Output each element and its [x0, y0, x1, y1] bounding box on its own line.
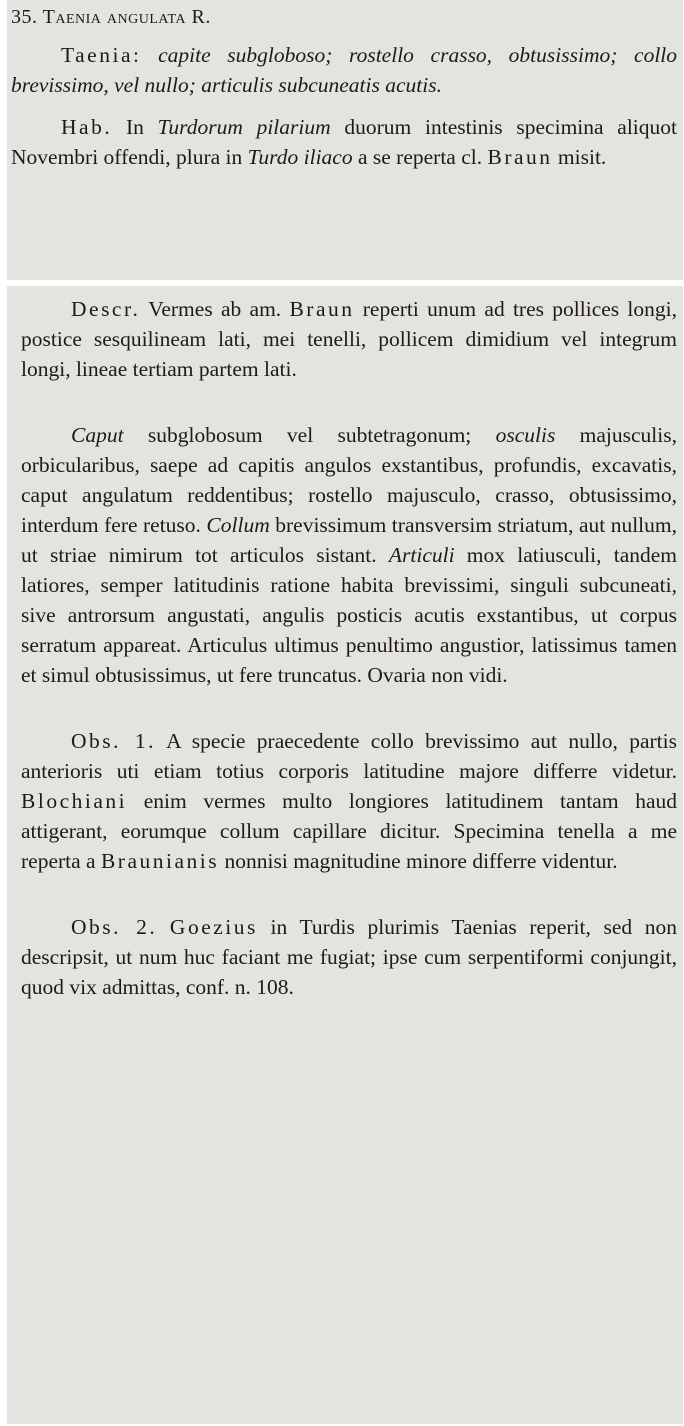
description-paragraph: [21, 294, 677, 384]
species-heading: [11, 2, 677, 32]
articuli-term: Articuli: [388, 543, 455, 567]
habitat-paragraph: [11, 112, 677, 172]
habitat-host-1: Turdorum pilarium: [157, 115, 331, 139]
obs2-author-name: Goezius: [169, 915, 258, 939]
page-section-bottom: [7, 286, 683, 1424]
obs1-paragraph: [21, 726, 677, 876]
obs1-name-1: Blochiani: [21, 789, 128, 813]
habitat-label: Hab.: [61, 115, 113, 139]
habitat-author-name: Braun: [487, 145, 553, 169]
caput-paragraph: [21, 420, 677, 690]
description-author-name: Braun: [289, 297, 355, 321]
species-number: 35.: [11, 6, 38, 28]
habitat-text-4: misit.: [552, 145, 607, 169]
habitat-text-1: In: [125, 115, 158, 139]
caput-text-4: mox latiusculi, tandem latiores, semper latitudinis ratione habita brevissimi, singuli subcuneati, sive antrorsum angustati, angulis posticis acutis exstantibus, ut corpus serratum appareat. Articulus ultimus penultimo angustior, latissimus tamen et simul obtusissimus, ut fere truncatus. Ovaria non vidi.: [21, 543, 678, 687]
collum-term: Collum: [206, 513, 270, 537]
diagnosis-text: capite subgloboso; rostello crasso, obtusissimo; collo brevissimo, vel nullo; articulis subcuneatis acutis.: [11, 43, 678, 97]
caput-term: Caput: [71, 423, 124, 447]
species-title: Taenia angulata R.: [42, 6, 211, 28]
habitat-text-3: a se reperta cl.: [352, 145, 488, 169]
obs1-text-3: nonnisi magnitudine minore differre videntur.: [219, 849, 618, 873]
habitat-host-2: Turdo iliaco: [247, 145, 353, 169]
obs1-name-2: Braunianis: [100, 849, 220, 873]
description-text-1: Vermes ab am.: [140, 297, 290, 321]
description-label: Descr.: [71, 297, 141, 321]
obs1-text-2: enim vermes multo longiores latitudinem tantam haud attigerant, eorumque collum capillare dicitur. Specimina tenella a me reperta a: [21, 789, 677, 873]
osculis-term: osculis: [495, 423, 556, 447]
caput-text-1: subglobosum vel subtetragonum;: [123, 423, 496, 447]
diagnosis-label: Taenia:: [61, 43, 142, 67]
habitat-text-2: duorum intestinis specimina aliquot Novembri offendi, plura in: [11, 115, 678, 169]
obs2-label: Obs. 2.: [71, 915, 158, 939]
obs1-text-1: A specie praecedente collo brevissimo aut nullo, partis anterioris uti etiam totius corporis latitudine majore differre videtur.: [21, 729, 677, 783]
diagnosis-paragraph: [11, 40, 677, 100]
page-section-top: [7, 0, 683, 280]
description-text-2: reperti unum ad tres pollices longi, postice sesquilineam lati, mei tenelli, pollicem dimidium vel integrum longi, lineae tertiam partem lati.: [21, 297, 677, 381]
caput-text-2: majusculis, orbicularibus, saepe ad capitis angulos exstantibus, profundis, excavatis, caput angulatum reddentibus; rostello majusculo, crasso, obtusissimo, interdum fere retuso.: [21, 423, 677, 537]
obs2-text: in Turdis plurimis Taenias reperit, sed non descripsit, ut num huc faciant me fugiat; ipse cum serpentiformi conjungit, quod vix admittas, conf. n. 108.: [21, 915, 678, 999]
caput-text-3: brevissimum transversim striatum, aut nullum, ut striae nimirum tot articulos sistant.: [21, 513, 677, 567]
obs1-label: Obs. 1.: [71, 729, 156, 753]
obs2-paragraph: [21, 912, 677, 1002]
